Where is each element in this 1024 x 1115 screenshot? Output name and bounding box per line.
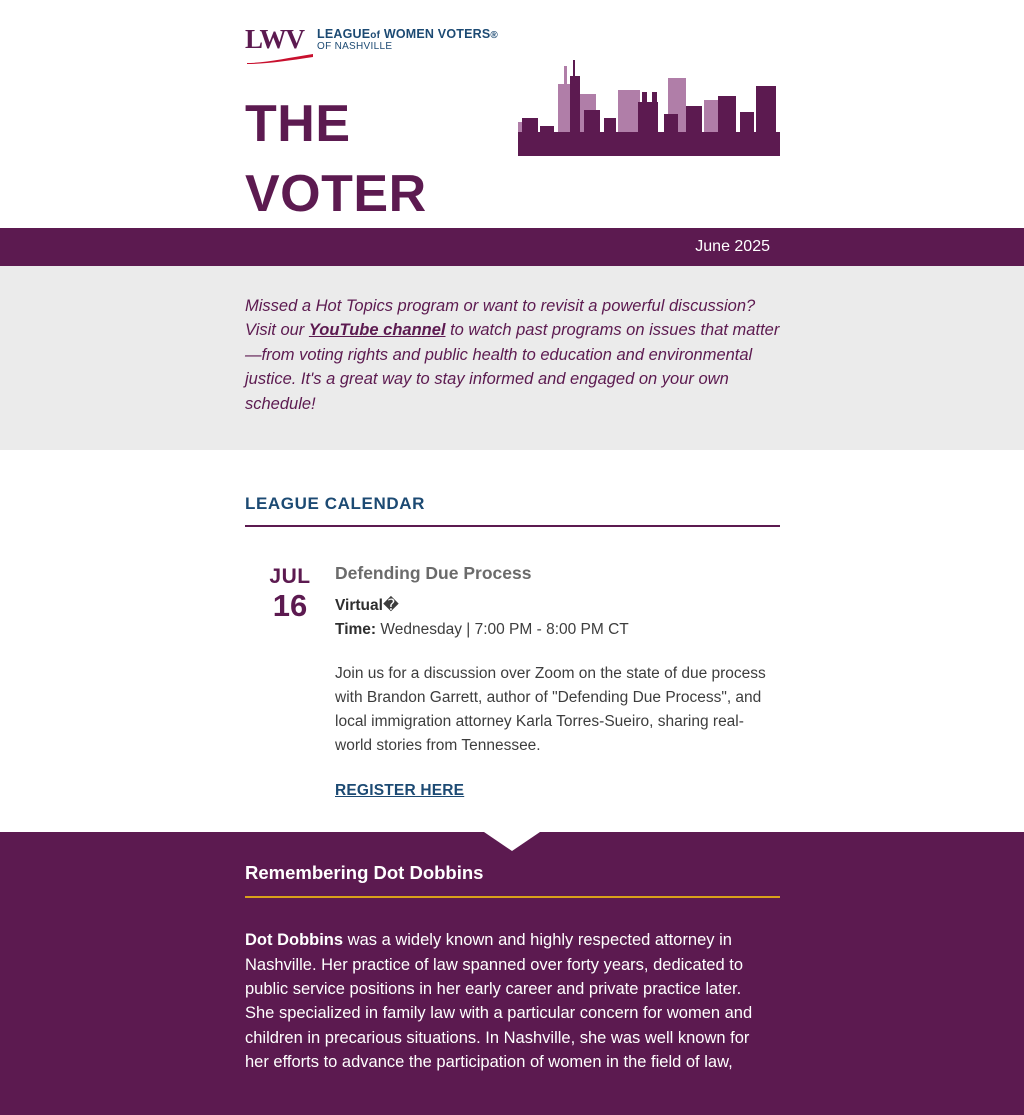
issue-date: June 2025 (695, 238, 770, 255)
event-location-glyph: � (382, 597, 399, 615)
event-time-value: Wednesday | 7:00 PM - 8:00 PM CT (380, 621, 629, 639)
band-notch-white (484, 832, 540, 851)
page-title-line1: THE (245, 95, 351, 153)
logo-line2: OF NASHVILLE (317, 40, 393, 52)
event-location-row (335, 594, 780, 618)
youtube-channel-link[interactable]: YouTube channel (308, 321, 446, 340)
memorial-paragraph (245, 928, 775, 1074)
intro-paragraph (245, 294, 780, 416)
event-location: Virtual (335, 597, 383, 615)
nashville-skyline-graphic (518, 56, 780, 156)
page-title-line2: VOTER (245, 165, 427, 223)
memorial-lead-name: Dot Dobbins (245, 931, 344, 950)
logo-line1-of: of (370, 30, 381, 41)
event-details (335, 563, 780, 800)
event-meta (335, 594, 780, 642)
logo-swoosh-icon (247, 54, 313, 64)
event-month: JUL (269, 565, 311, 589)
masthead (0, 0, 1024, 228)
event-time-row (335, 618, 780, 642)
event-date-block (245, 563, 335, 800)
logo-line1-rest: WOMEN VOTERS (383, 27, 491, 41)
logo-line1-league: LEAGUE (317, 27, 371, 41)
register-here-link[interactable]: REGISTER HERE (335, 782, 465, 800)
event-description: Join us for a discussion over Zoom on the state of due process with Brandon Garrett, author of "Defending Due Process", and local immigration attorney Karla Torres-Sueiro, sharing real-world stories from Tennessee. (335, 665, 766, 755)
lwv-logo[interactable] (245, 18, 498, 64)
issue-date-bar (0, 228, 1024, 266)
event-time-label: Time: (335, 621, 377, 639)
intro-band (0, 266, 1024, 450)
memorial-body-text: was a widely known and highly respected attorney in Nashville. Her practice of law spanned over forty years, dedicated to public service positions in her early career and private practice later. She specialized in family law with a particular concern for women and children in precarious situations. In Nashville, she was well known for her efforts to advance the participation of women in the field of law, (245, 931, 753, 1072)
logo-registered-mark: ® (490, 30, 498, 41)
logo-text (317, 28, 498, 52)
logo-wordmark: LWV (245, 24, 305, 54)
league-calendar-section (0, 450, 1024, 832)
memorial-section (0, 832, 1024, 1114)
event-day: 16 (272, 588, 308, 624)
intro-text-before: Missed a Hot Topics program or want to revisit a powerful discussion? Visit our (245, 297, 756, 340)
event-title: Defending Due Process (335, 563, 532, 584)
calendar-event (245, 563, 780, 800)
section-heading-calendar: LEAGUE CALENDAR (245, 494, 780, 527)
section-heading-memorial: Remembering Dot Dobbins (245, 862, 780, 898)
intro-text-after: to watch past programs on issues that matter—from voting rights and public health to education and environmental justice. It's a great way to stay informed and engaged on your own schedule! (245, 321, 780, 413)
